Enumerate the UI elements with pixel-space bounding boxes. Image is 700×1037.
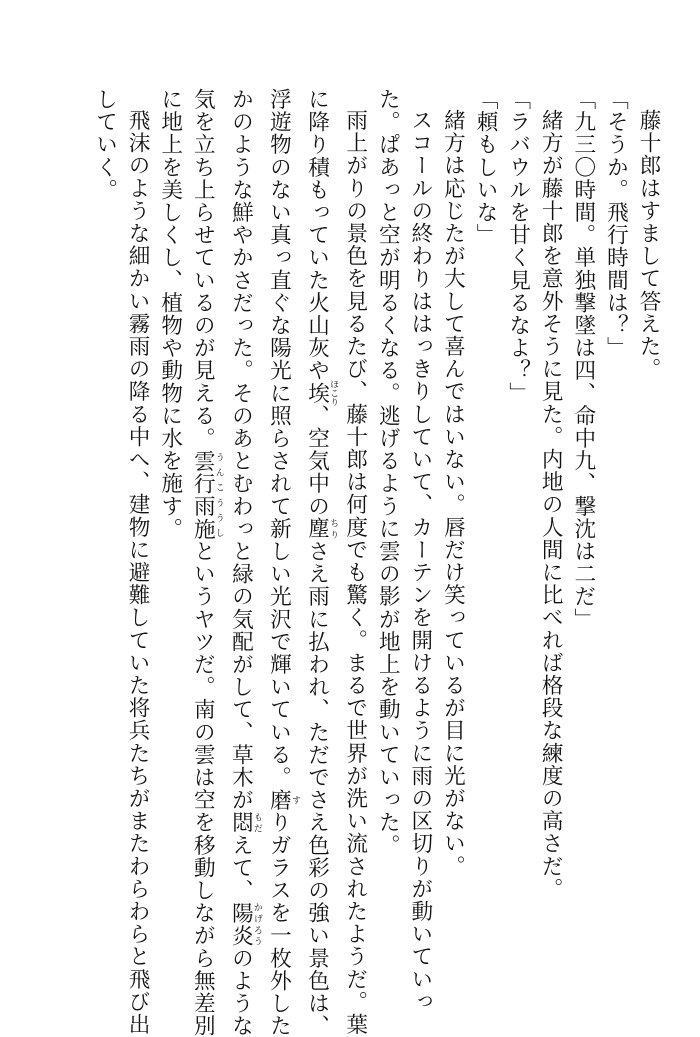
ruby-su: 磨す [266,788,300,812]
ruby-chiri-reading: ちり [328,517,339,541]
vertical-text-block [88,88,664,1037]
text-line-15: に地上を美しくし、植物や動物に水を施す。 [157,88,183,540]
ruby-hokori-reading: ほこり [328,379,339,407]
text-line-3: 「九三〇時間。単独撃墜は四、命中九、撃沈は二だ」 [570,88,596,631]
ruby-kagerou: 陽炎かげろう [228,901,262,947]
ruby-unkouushi-reading: うんこううし [213,449,224,541]
text-line-16: 飛沫のような細かい霧雨の降る中へ、建物に避難していた将兵たちがまたわらわらと飛び出 [125,109,151,1036]
ruby-su-reading: す [289,788,300,812]
ruby-moda-reading: もだ [251,811,262,834]
text-line-5: 「ラバウルを甘く見るなよ？」 [505,88,531,405]
text-line-9: た。ぱあっと空が明るくなる。逃げるように雲の影が地上を動いていった。 [375,88,401,857]
ruby-moda: 悶もだ [228,811,262,834]
text-line-1: 藤十郎はすまして答えた。 [636,109,661,381]
ruby-unkouushi: 雲行雨施うんこううし [190,449,224,541]
ruby-kagerou-reading: かげろう [251,901,262,947]
text-line-7: 緒方は応じたが大して喜んではいない。唇だけ笑っているが目に光がない。 [440,109,466,878]
text-line-13: かのような鮮やかさだった。そのあとむわっと緑の気配がして、草木が悶もだえて、陽炎かげろうのような [228,88,262,1037]
text-line-4: 緒方が藤十郎を意外そうに見た。内地の人間に比べれば格段な練度の高さだ。 [538,109,564,900]
text-line-10: 雨上がりの景色を見るたび、藤十郎は何度でも驚く。まるで世界が洗い流されたようだ。葉 [342,109,368,1036]
text-line-12: 浮遊物のない真っ直ぐな陽光に照らされて新しい光沢で輝いている。磨すりガラスを一枚外した [266,88,300,1037]
ruby-chiri: 塵ちり [304,517,339,541]
ruby-hokori: 埃ほこり [304,379,339,407]
text-line-8: スコールの終わりははっきりしていて、カーテンを開けるように雨の区切りが動いていっ [407,109,433,1013]
text-line-6: 「頼もしいな」 [473,88,499,247]
text-line-17: していく。 [92,88,118,201]
text-line-11: に降り積もっていた火山灰や埃ほこり、空気中の塵ちりさえ雨に払われ、ただでさえ色彩の強い景色は、 [304,88,339,1037]
text-line-2: 「そうか。飛行時間は？」 [603,88,629,360]
text-line-14: 気を立ち上らせているのが見える。雲行雨施うんこううしというヤツだ。南の雲は空を移動しながら無差別 [190,88,224,1037]
